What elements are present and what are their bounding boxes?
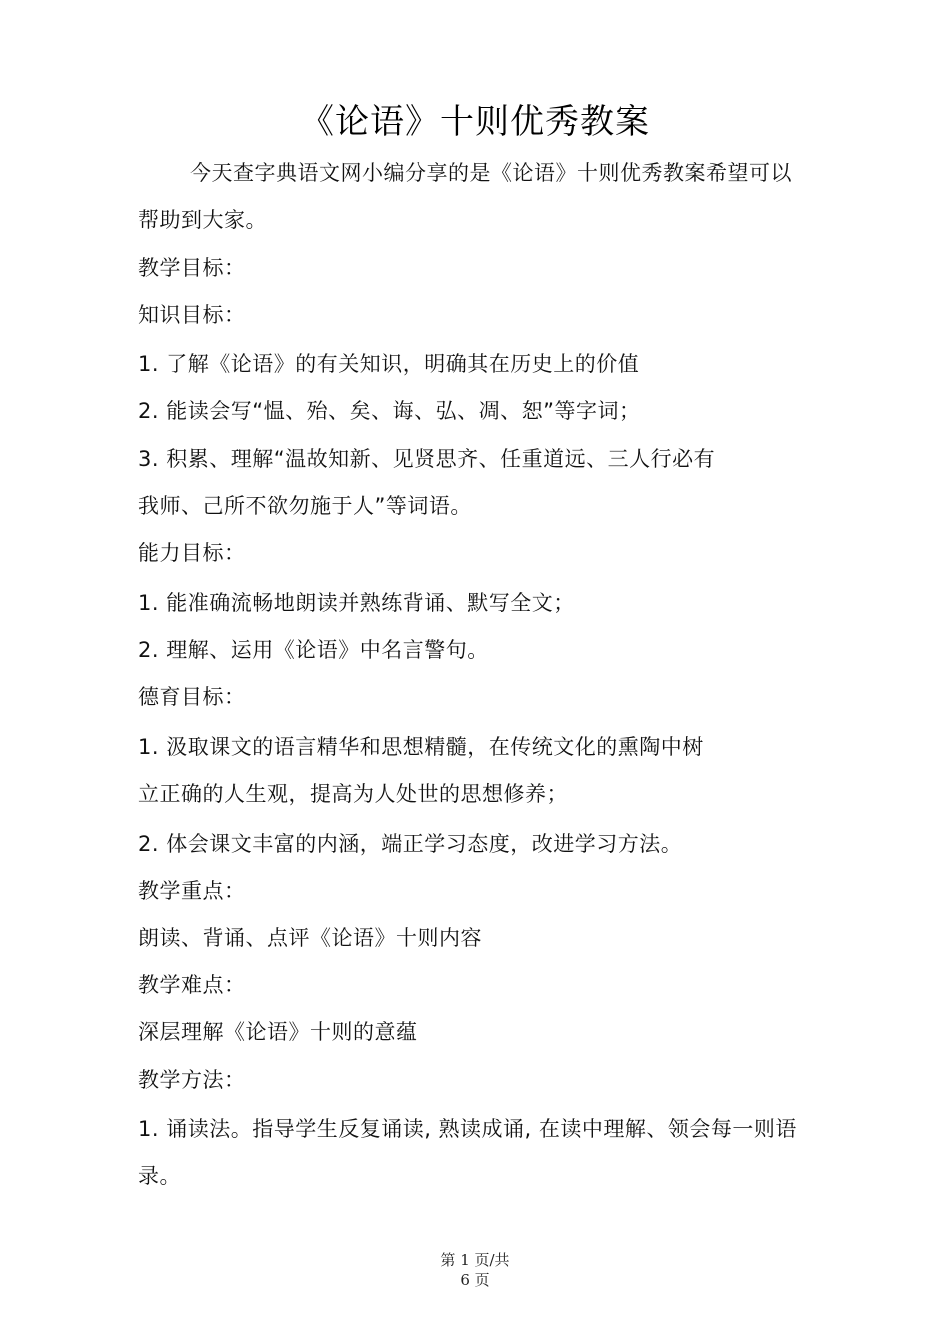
ability-item-1: 1. 能准确流畅地朗读并熟练背诵、默写全文； [138,591,575,615]
method-item-1-cont: 录。 [138,1164,181,1188]
section-heading-difficulty: 教学难点： [138,973,246,997]
page-number-line-2: 6 页 [460,1271,490,1289]
moral-item-1-cont: 立正确的人生观，提高为人处世的思想修养； [138,782,568,806]
knowledge-item-3: 3. 积累、理解“温故知新、见贤思齐、任重道远、三人行必有 [138,447,716,471]
section-heading-focus: 教学重点： [138,879,246,903]
section-heading-ability: 能力目标： [138,541,246,565]
ability-item-2: 2. 理解、运用《论语》中名言警句。 [138,638,489,662]
intro-line-1: 今天查字典语文网小编分享的是《论语》十则优秀教案希望可以 [190,161,792,185]
page-number-line-1: 第 1 页/共 [440,1251,510,1269]
focus-content: 朗读、背诵、点评《论语》十则内容 [138,926,482,950]
knowledge-item-1: 1. 了解《论语》的有关知识，明确其在历史上的价值 [138,352,640,376]
intro-line-2: 帮助到大家。 [138,208,267,232]
section-heading-goals: 教学目标： [138,256,246,280]
section-heading-methods: 教学方法： [138,1068,246,1092]
section-heading-moral: 德育目标： [138,685,246,709]
knowledge-item-2: 2. 能读会写“愠、殆、矣、诲、弘、凋、恕”等字词； [138,399,641,423]
section-heading-knowledge: 知识目标： [138,303,246,327]
method-item-1: 1. 诵读法。指导学生反复诵读, 熟读成诵, 在读中理解、领会每一则语 [138,1117,797,1141]
moral-item-2: 2. 体会课文丰富的内涵，端正学习态度，改进学习方法。 [138,832,683,856]
difficulty-content: 深层理解《论语》十则的意蕴 [138,1020,418,1044]
moral-item-1: 1. 汲取课文的语言精华和思想精髓，在传统文化的熏陶中树 [138,735,704,759]
knowledge-item-3-cont: 我师、己所不欲勿施于人”等词语。 [138,494,472,518]
document-title: 《论语》十则优秀教案 [300,102,650,142]
